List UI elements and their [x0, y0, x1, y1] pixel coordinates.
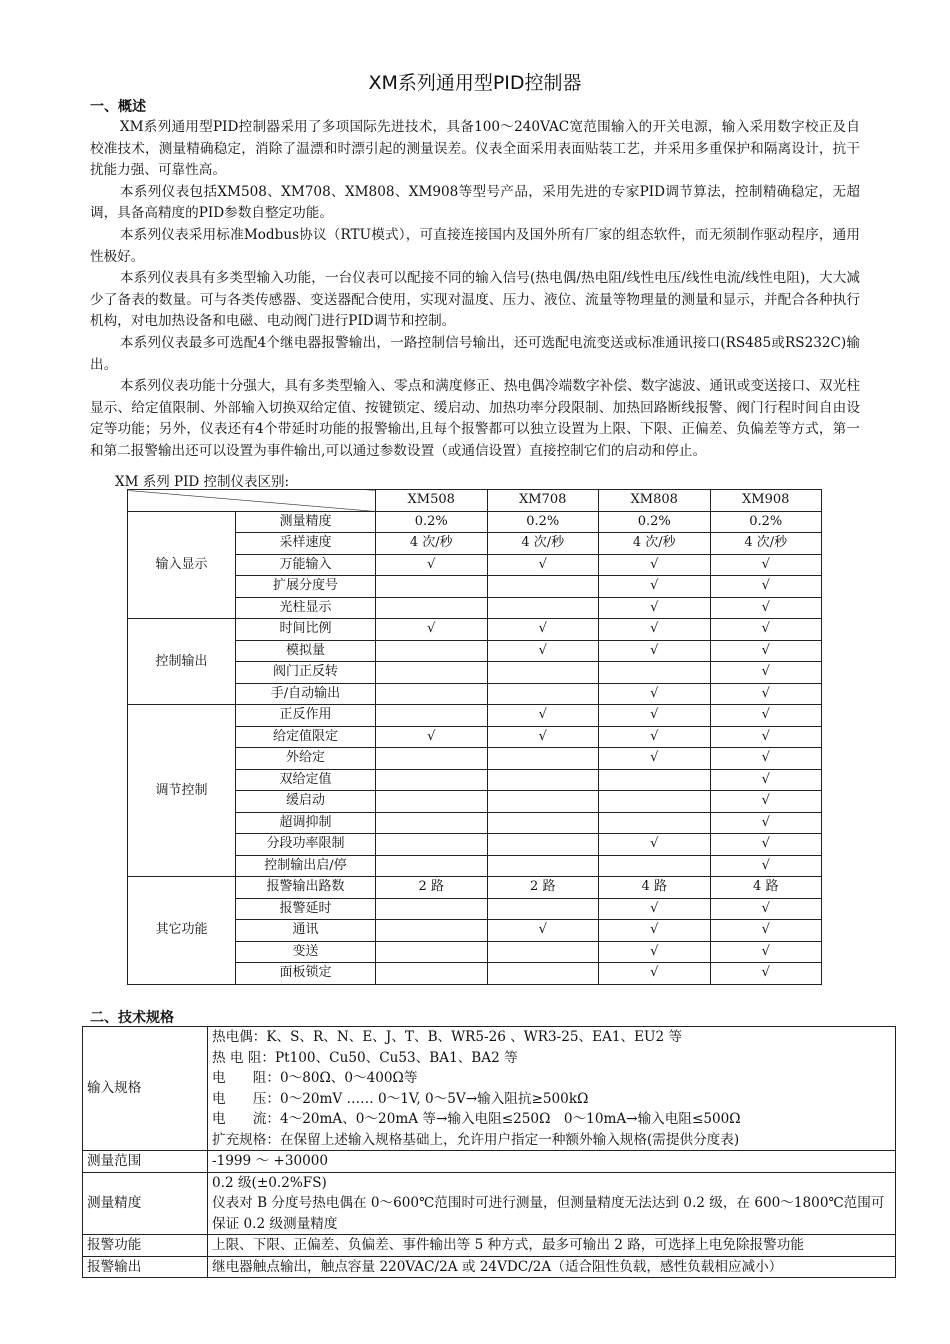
feature-value — [487, 898, 599, 920]
group-label: 其它功能 — [128, 877, 236, 985]
spec-value — [208, 1172, 896, 1235]
feature-value: 4 次/秒 — [376, 533, 488, 555]
spec-line: 热电偶：K、S、R、N、E、J、T、B、WR5-26 、WR3-25、EA1、EU2 等 — [212, 1029, 683, 1045]
feature-value: √ — [599, 834, 711, 856]
feature-value — [487, 941, 599, 963]
feature-value: √ — [487, 554, 599, 576]
feature-value: √ — [710, 812, 822, 834]
feature-value: 0.2% — [599, 511, 711, 533]
feature-value: 4 次/秒 — [599, 533, 711, 555]
spec-line: 热 电 阻：Pt100、Cu50、Cu53、BA1、BA2 等 — [212, 1049, 518, 1066]
paragraph: 本系列仪表具有多类型输入功能，一台仪表可以配接不同的输入信号(热电偶/热电阻/线性电压/线性电流/线性电阻)，大大减少了备表的数量。可与各类传感器、变送器配合使用，实现对温度、压力、液位、流量等物理量的测量和显示，并配合各种执行机构，对电加热设备和电磁、电动阀门进行PID调节和控制。 — [90, 270, 860, 330]
document-title: XM系列通用型PID控制器 — [368, 72, 582, 94]
feature-value: √ — [710, 898, 822, 920]
spec-table — [82, 1026, 896, 1278]
feature-value — [376, 812, 488, 834]
spec-row — [83, 1235, 896, 1257]
spec-key: 输入规格 — [83, 1027, 208, 1151]
feature-label: 报警输出路数 — [236, 877, 376, 899]
feature-label: 双给定值 — [236, 769, 376, 791]
spec-line: -1999 ～ +30000 — [212, 1153, 329, 1169]
feature-value — [376, 683, 488, 705]
feature-value: 4 路 — [599, 877, 711, 899]
feature-value — [599, 769, 711, 791]
spec-key: 测量范围 — [83, 1151, 208, 1173]
spec-row — [83, 1256, 896, 1278]
feature-value — [599, 855, 711, 877]
spec-value — [208, 1027, 896, 1151]
feature-value — [376, 769, 488, 791]
spec-line: 电 压：0～20mV …… 0～1V, 0～5V→输入阻抗≥500kΩ — [212, 1090, 589, 1107]
model-header: XM908 — [710, 490, 822, 512]
feature-value — [376, 963, 488, 985]
group-label: 控制输出 — [128, 619, 236, 705]
feature-label: 光柱显示 — [236, 597, 376, 619]
feature-value — [487, 769, 599, 791]
feature-value — [487, 834, 599, 856]
feature-value — [376, 941, 488, 963]
feature-label: 通讯 — [236, 920, 376, 942]
feature-value — [487, 812, 599, 834]
feature-value: √ — [710, 791, 822, 813]
table-row — [128, 705, 822, 727]
feature-value: 4 次/秒 — [487, 533, 599, 555]
feature-value — [376, 640, 488, 662]
spec-value — [208, 1235, 896, 1257]
spec-key: 报警功能 — [83, 1235, 208, 1257]
spec-row — [83, 1027, 896, 1151]
feature-label: 给定值限定 — [236, 726, 376, 748]
feature-value — [487, 855, 599, 877]
feature-value: 0.2% — [487, 511, 599, 533]
feature-value — [487, 576, 599, 598]
feature-value: √ — [710, 683, 822, 705]
feature-value: 4 次/秒 — [710, 533, 822, 555]
feature-label: 阀门正反转 — [236, 662, 376, 684]
paragraph: XM系列通用型PID控制器采用了多项国际先进技术，具备100～240VAC宽范围输入的开关电源，输入采用数字校正及自校准技术，测量精确稳定，消除了温漂和时漂引起的测量误差。仪表全面采用表面贴装工艺，并采用多重保护和隔离设计，抗干扰能力强、可靠性高。 — [90, 119, 860, 179]
feature-label: 正反作用 — [236, 705, 376, 727]
feature-value: √ — [376, 554, 488, 576]
feature-value: √ — [710, 834, 822, 856]
feature-label: 变送 — [236, 941, 376, 963]
feature-value: √ — [710, 726, 822, 748]
feature-value: 0.2% — [376, 511, 488, 533]
feature-value: √ — [599, 920, 711, 942]
feature-value — [599, 662, 711, 684]
feature-value: √ — [599, 576, 711, 598]
feature-label: 外给定 — [236, 748, 376, 770]
feature-value: 0.2% — [710, 511, 822, 533]
feature-value: √ — [376, 619, 488, 641]
spec-line: 继电器触点输出，触点容量 220VAC/2A 或 24VDC/2A（适合阻性负载，感性负载相应减小） — [212, 1258, 783, 1275]
table-row — [128, 511, 822, 533]
feature-label: 分段功率限制 — [236, 834, 376, 856]
spec-key: 报警输出 — [83, 1256, 208, 1278]
feature-value: √ — [710, 855, 822, 877]
feature-value — [376, 898, 488, 920]
spec-line: 电 流：4～20mA、0～20mA 等→输入电阻≤250Ω 0～10mA→输入电阻≤500Ω — [212, 1111, 741, 1127]
feature-label: 报警延时 — [236, 898, 376, 920]
spec-value — [208, 1256, 896, 1278]
feature-value — [376, 791, 488, 813]
spec-line: 仪表对 B 分度号热电偶在 0～600℃范围时可进行测量，但测量精度无法达到 0.2 级，在 600～1800℃范围可保证 0.2 级测量精度 — [212, 1195, 885, 1232]
feature-value — [376, 662, 488, 684]
feature-value: √ — [710, 576, 822, 598]
feature-value — [599, 812, 711, 834]
spec-row — [83, 1172, 896, 1235]
feature-value — [487, 683, 599, 705]
feature-value: √ — [710, 920, 822, 942]
feature-value — [376, 920, 488, 942]
feature-value: √ — [487, 705, 599, 727]
feature-value: √ — [710, 941, 822, 963]
spec-line: 扩充规格：在保留上述输入规格基础上，允许用户指定一种额外输入规格(需提供分度表) — [212, 1131, 740, 1148]
section-heading-specs: 二、技术规格 — [90, 1010, 174, 1026]
table-row — [128, 877, 822, 899]
feature-value — [376, 597, 488, 619]
spec-line: 电 阻：0～80Ω、0～400Ω等 — [212, 1070, 418, 1086]
feature-value — [487, 597, 599, 619]
feature-value: √ — [599, 898, 711, 920]
feature-value: √ — [710, 597, 822, 619]
section-heading-overview: 一、概述 — [90, 99, 146, 115]
feature-value: 2 路 — [376, 877, 488, 899]
feature-value — [376, 834, 488, 856]
feature-value: √ — [599, 705, 711, 727]
feature-value — [487, 662, 599, 684]
feature-value: √ — [599, 683, 711, 705]
model-header: XM508 — [376, 490, 488, 512]
spec-line: 0.2 级(±0.2%FS) — [212, 1174, 327, 1191]
feature-value: √ — [599, 554, 711, 576]
diagonal-header-cell — [128, 490, 376, 512]
feature-label: 控制输出启/停 — [236, 855, 376, 877]
feature-value: √ — [710, 554, 822, 576]
feature-value: √ — [487, 619, 599, 641]
feature-label: 面板锁定 — [236, 963, 376, 985]
paragraph: 本系列仪表包括XM508、XM708、XM808、XM908等型号产品，采用先进的专家PID调节算法，控制精确稳定，无超调，具备高精度的PID参数自整定功能。 — [90, 183, 860, 222]
feature-label: 扩展分度号 — [236, 576, 376, 598]
feature-label: 万能输入 — [236, 554, 376, 576]
spec-line: 上限、下限、正偏差、负偏差、事件输出等 5 种方式，最多可输出 2 路，可选择上电免除报警功能 — [212, 1237, 804, 1253]
feature-value: √ — [599, 597, 711, 619]
table-caption: XM 系列 PID 控制仪表区别: — [115, 474, 290, 490]
overview-body — [90, 117, 860, 463]
feature-value: √ — [710, 640, 822, 662]
feature-value: √ — [599, 941, 711, 963]
feature-label: 手/自动输出 — [236, 683, 376, 705]
model-header: XM808 — [599, 490, 711, 512]
group-label: 调节控制 — [128, 705, 236, 877]
feature-value: √ — [599, 640, 711, 662]
feature-value: √ — [710, 748, 822, 770]
feature-value: √ — [710, 705, 822, 727]
feature-label: 缓启动 — [236, 791, 376, 813]
feature-value — [487, 791, 599, 813]
feature-value: √ — [599, 619, 711, 641]
model-header: XM708 — [487, 490, 599, 512]
feature-value — [487, 963, 599, 985]
spec-value — [208, 1151, 896, 1173]
feature-value: 2 路 — [487, 877, 599, 899]
spec-row — [83, 1151, 896, 1173]
feature-label: 采样速度 — [236, 533, 376, 555]
group-label: 输入显示 — [128, 511, 236, 619]
feature-value: √ — [487, 920, 599, 942]
feature-value: √ — [376, 726, 488, 748]
header-row — [128, 490, 822, 512]
feature-value — [376, 855, 488, 877]
feature-value — [376, 748, 488, 770]
feature-value: √ — [599, 726, 711, 748]
feature-value — [376, 705, 488, 727]
feature-label: 测量精度 — [236, 511, 376, 533]
feature-value: 4 路 — [710, 877, 822, 899]
paragraph: 本系列仪表功能十分强大，具有多类型输入、零点和满度修正、热电偶冷端数字补偿、数字滤波、通讯或变送接口、双光柱显示、给定值限制、外部输入切换双给定值、按键锁定、缓启动、加热功率分段限制、加热回路断线报警、阀门行程时间自由设定等功能；另外，仪表还有4个带延时功能的报警输出,且每个报警都可以独立设置为上限、下限、正偏差、负偏差等方式，第一和第二报警输出还可以设置为事件输出,可以通过参数设置（或通信设置）直接控制它们的启动和停止。 — [90, 378, 860, 459]
feature-value — [376, 576, 488, 598]
feature-value: √ — [599, 748, 711, 770]
feature-value: √ — [710, 662, 822, 684]
feature-label: 超调抑制 — [236, 812, 376, 834]
feature-value — [599, 791, 711, 813]
feature-value: √ — [487, 640, 599, 662]
paragraph: 本系列仪表最多可选配4个继电器报警输出，一路控制信号输出，还可选配电流变送或标准通讯接口(RS485或RS232C)输出。 — [90, 334, 860, 373]
feature-value: √ — [599, 963, 711, 985]
feature-value: √ — [710, 619, 822, 641]
spec-key: 测量精度 — [83, 1172, 208, 1235]
feature-label: 模拟量 — [236, 640, 376, 662]
table-row — [128, 619, 822, 641]
feature-value: √ — [710, 963, 822, 985]
feature-value — [487, 748, 599, 770]
feature-label: 时间比例 — [236, 619, 376, 641]
feature-value: √ — [710, 769, 822, 791]
paragraph: 本系列仪表采用标准Modbus协议（RTU模式），可直接连接国内及国外所有厂家的组态软件，而无须制作驱动程序，通用性极好。 — [90, 226, 860, 265]
model-comparison-table — [127, 489, 822, 985]
feature-value: √ — [487, 726, 599, 748]
